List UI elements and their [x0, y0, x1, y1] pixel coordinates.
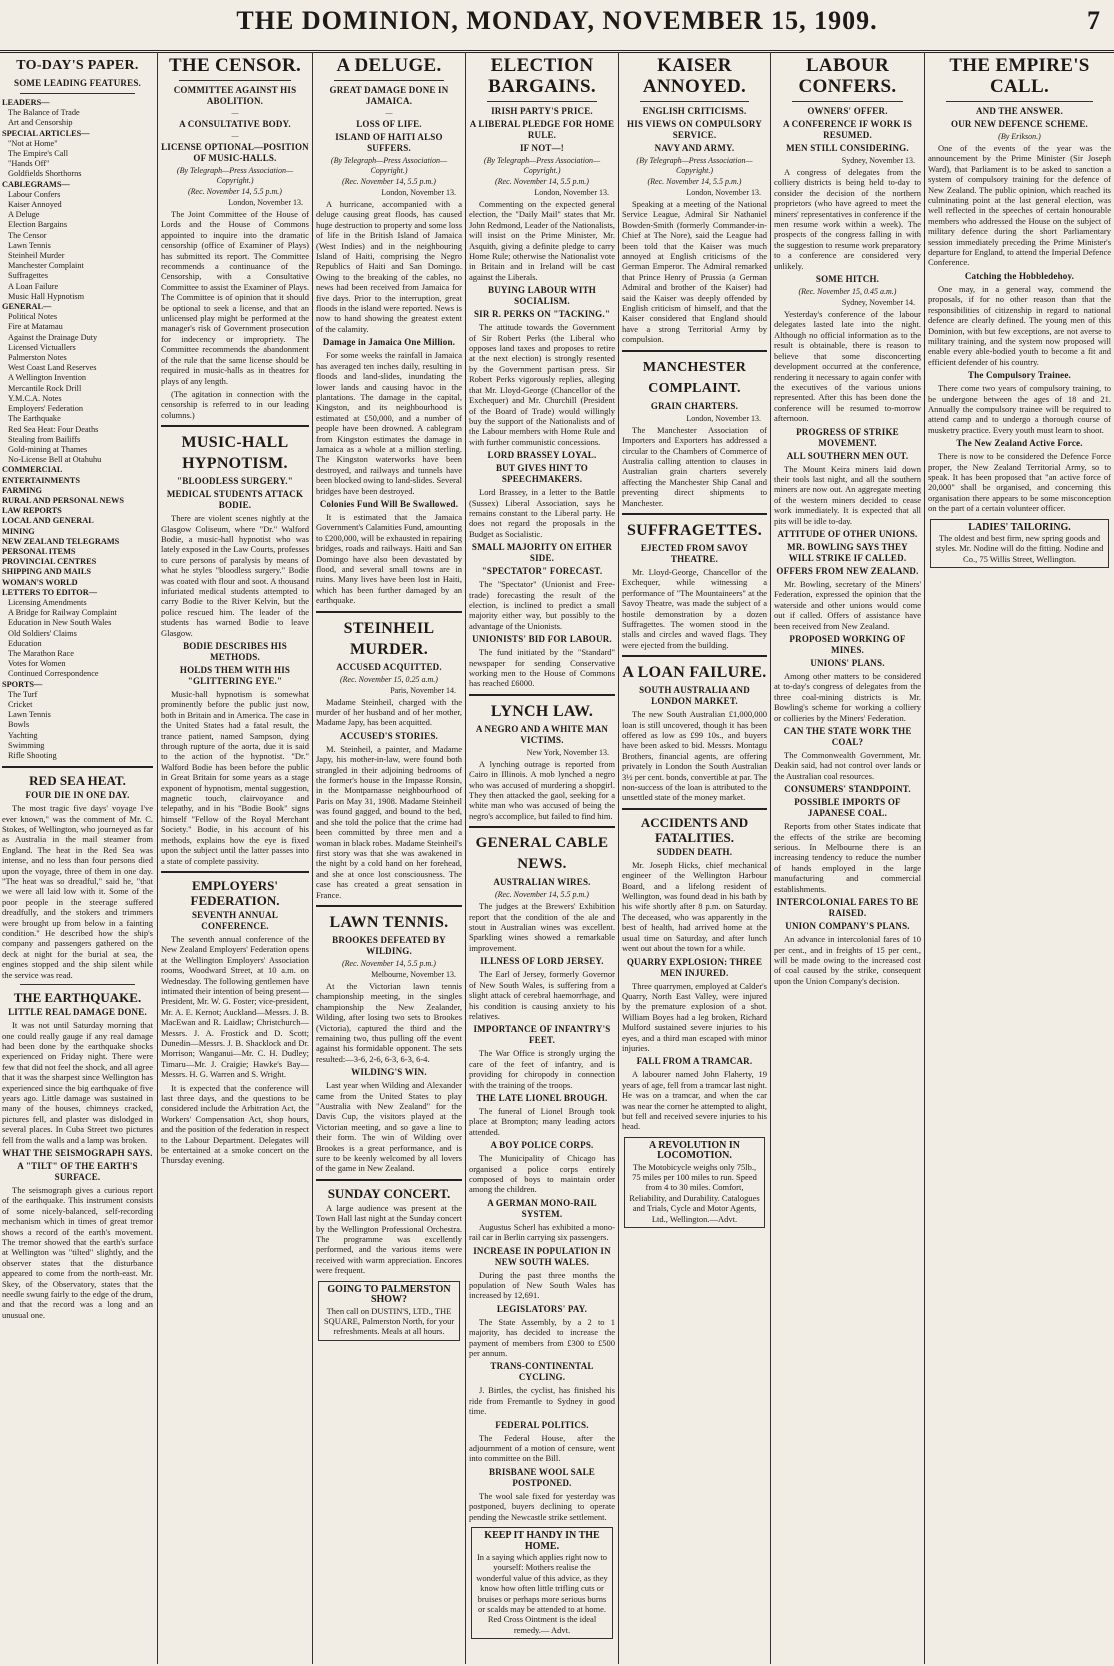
deluge-sub4: Damage in Jamaica One Million. — [322, 337, 456, 348]
index-entry: SPORTS— — [2, 679, 43, 689]
deluge-sub: GREAT DAMAGE DONE IN JAMAICA. — [329, 85, 449, 106]
manchester-sub: GRAIN CHARTERS. — [650, 400, 739, 411]
column-1 — [2, 52, 153, 1664]
election-place: London, November 13. — [534, 188, 609, 197]
deluge-dateline: (By Telegraph—Press Association—Copyright.) — [330, 156, 448, 175]
seismograph-heading: WHAT THE SEISMOGRAPH SAYS. — [2, 1147, 153, 1158]
seismograph-subheading: A "TILT" OF THE EARTH'S SURFACE. — [17, 1160, 138, 1182]
index-entry: Against the Drainage Duty — [8, 332, 98, 342]
index-entry: The Marathon Race — [8, 648, 74, 658]
loan-sub: SOUTH AUSTRALIA AND LONDON MARKET. — [639, 685, 750, 707]
index-entry: Education in New South Wales — [8, 618, 112, 628]
ad-body: In a saying which applies right now to yourself: Mothers realise the wonderful value of this advice, as they know how often little trifling cuts or bruises or perhaps more serious burns or scalds may be attended to at home. Red Cross Ointment is the ideal remedy.— Advt. — [476, 1551, 608, 1635]
index-entry: WOMAN'S WORLD — [2, 577, 78, 587]
index-entry: SPECIAL ARTICLES— — [2, 128, 90, 138]
column-rule — [924, 52, 925, 1664]
election-body: Commenting on the expected general election, the "Daily Mail" states that Mr. John Redmond, Leader of the Nationalists, will insist on the Prime Minister, Mr. Asquith, giving a definite pledge to carry Home Rule; otherwise the Nationalist vote in Britain and in Ireland will be cast against the Liberals. — [469, 199, 615, 282]
election-heading: ELECTION BARGAINS. — [488, 55, 596, 97]
labour-rec: (Rec. November 15, 0.45 a.m.) — [798, 287, 897, 297]
column-7 — [928, 52, 1111, 1664]
labour-sub5: PROGRESS OF STRIKE MOVEMENT. — [796, 426, 899, 448]
labour-sub4: SOME HITCH. — [815, 274, 880, 285]
kaiser-rec: (Rec. November 14, 5.5 p.m.) — [647, 177, 742, 186]
index-entry: Old Soldiers' Claims — [8, 628, 77, 638]
index-entry: No-License Bell at Otahuhu — [8, 455, 102, 465]
index-entry: Election Bargains — [8, 220, 68, 230]
tennis-body2: Last year when Wilding and Alexander came from the United States to play "Australia with New Zealand" for the Davis Cup, the visitors played at the Victorian meeting, and so gave a line to their form. The win of Wilding over Brookes is a great performance, and is sure to be keenly welcomed by all lovers of the game in New Zealand. — [316, 1080, 462, 1174]
index-entry: The Empire's Call — [8, 149, 69, 159]
tennis-rec: (Rec. November 14, 5.5 p.m.) — [342, 958, 436, 968]
cable-body: The judges at the Brewers' Exhibition report that the condition of the ale and stout in Australian wines was excellent. Sparkling wines showed a remarkable improvement. — [469, 901, 615, 953]
cable-body3: The War Office is strongly urging the care of the feet of infantry, and is providing for chiropody in connection with the training of the troops. — [469, 1048, 615, 1090]
censor-dateline: (By Telegraph—Press Association—Copyright.) — [176, 166, 294, 185]
election-sub7: BUT GIVES HINT TO SPEECHMAKERS. — [495, 463, 589, 485]
censor-sub: COMMITTEE AGAINST HIS ABOLITION. — [173, 85, 297, 106]
labour-sub11: UNIONS' PLANS. — [810, 658, 885, 668]
cable-sub10: FEDERAL POLITICS. — [495, 1419, 589, 1430]
red-sea-subheading: FOUR DIE IN ONE DAY. — [25, 790, 130, 801]
suffragettes-heading: SUFFRAGETTES. — [626, 521, 763, 539]
column-rule — [618, 52, 619, 1664]
ad-body: The Motobicycle weighs only 75lb., 75 miles per 100 miles to run. Speed from 4 to 30 miles. Comfort, Reliability, and Durability. Catalogues and Trials, Cycle and Motor Agents, Ltd., Wellington.—Advt. — [629, 1161, 760, 1224]
ad-body: Then call on DUSTIN'S, LTD., THE SQUARE, Palmerston North, for your refreshments. Meals at all hours. — [323, 1305, 455, 1337]
kaiser-sub2: HIS VIEWS ON COMPULSORY SERVICE. — [627, 119, 762, 140]
cable-sub7: INCREASE IN POPULATION IN NEW SOUTH WALES. — [473, 1245, 611, 1267]
index-entry: "Not at Home" — [8, 138, 58, 148]
labour-heading: LABOUR CONFERS. — [798, 55, 897, 97]
index-entry: Rifle Shooting — [8, 751, 57, 760]
suffragettes-body: Mr. Lloyd-George, Chancellor of the Exchequer, while witnessing a performance of "The Mountaineers" at the Savoy Theatre, was made the subject of a hostile demonstration by a dozen Suffragettes. The women stood in the stalls and circles and waved flags. They were ejected from the building. — [622, 566, 767, 650]
kaiser-sub3: NAVY AND ARMY. — [654, 143, 735, 153]
index-entry: West Coast Land Reserves — [8, 363, 97, 373]
hypnotism-body2: Music-hall hypnotism is somewhat prominently before the public just now, both in Britain and in America. The case in the United States had a fatal result, the trance patient, named Sampson, dying through rupture of the aorta, due it is said to the action of the hypnotist. "Dr." Walford Bodie has been before the public in Great Britain for some years as a stage exponent of hypnotism, mental suggestion, magnetic touch, clairvoyance and telepathy, and in his "Bodie Book" signs himself "Fellow of the Royal Merchant Society." Bodie, in his account of his methods, explains how the eye is fixed upon the subject until the latter passes into a state of complete passivity. — [161, 689, 309, 866]
labour-body: A congress of delegates from the colliery districts is being held to-day to consider the decision of the northern proprietors (who have agreed to meet the miners' representatives in conference if the men resume work within a week). The prospects of the congress falling in with the suggestion to resume work preparatory to a conference are considered very unlikely. — [774, 167, 921, 271]
column-2: THE CENSOR. COMMITTEE AGAINST HIS ABOLITION. — A CONSULTATIVE BODY. — LICENSE OPTIONAL—POSITION OF MUSIC-HALLS. (By Telegraph—Press Association—Copyright.) (Rec. November 14, 5.5 p.m.) London, November 13. The Joint Committee of the House of Lords and the House of Commons appointed to inquire into the dramatic censorship (office of Examiner of Plays) has submitted its report. The Committee recommends a continuance of the Censorship, with a Consultative Committee to assist the Examiner of Plays. The Committee is of opinion that it should be optional to seek a license, and that an unlicensed play might be performed at the manager's risk of Government prosecution for indecency or impropriety. The Committee recommends the abandonment of the rule that the same license should be required in music-halls as in theatres for plays of any length. (The agitation in connection with the censorship is referred to in our leading columns.) MUSIC-HALL HYPNOTISM. "BLOODLESS SURGERY." MEDICAL STUDENTS ATTACK BODIE. There are violent scenes nightly at the Glasgow Coliseum, where "Dr." Walford Bodie, a music-hall hypnotist who was lately exposed in the Law Courts, professes to cure persons of paralysis by means of what he styles "bloodless surgery." Bodie was coated with flour and soot. A thousand infuriated medical students attempted to carry Bodie to the River Kelvin, but the police rescued him. The leader of the students has warned Bodie to leave Glasgow. BODIE DESCRIBES HIS METHODS. HOLDS THEM WITH HIS "GLITTERING EYE." Music-hall hypnotism is somewhat prominently before the public just now, both in Britain and in America. The case in the United States had a fatal result, the trance patient, named Sampson, dying through rupture of the aorta, due it is said to the action of the hypnotist. "Dr." Walford Bodie has been before the public in Great Britain for some years as a stage exponent of hypnotism, mental suggestion, magnetic touch, clairvoyance and telepathy, and in his "Bodie Book" signs himself "Fellow of the Royal Merchant Society." Bodie, in his account of his methods, explains how the eye is fixed upon the subject until the latter passes into a state of complete passivity. EMPLOYERS' FEDERATION. SEVENTH ANNUAL CONFERENCE. The seventh annual conference of the New Zealand Employers' Federation opens at the Wellington Employers' Association rooms, Woodward Street, at 10 a.m. on Wednesday. The following gentlemen have intimated their intention of being present—President, Mr. W. G. Foster; vice-president, Mr. A. E. Kernot; Auckland—Messrs. J. B. MacEwan and R. Laidlaw; Christchurch—Messrs. J. A. Frostick and D. Scott; Dunedin—Messrs. J. B. Shacklock and Dr. Morrison; Wanganui—Mr. C. H. Dudley; Timaru—Mr. J. Craigie; Hawke's Bay—Messrs. H. G. Warren and S. Wright. It is expected that the conference will last three days, and the questions to be considered include the Arbitration Act, the Workers' Compensation Act, shop hours, and the position of the federation in respect to the Labour Department. Delegates will be entertained at a smoke concert on the Thursday evening. — [161, 55, 309, 1166]
cable-sub5: A BOY POLICE CORPS. — [490, 1140, 594, 1151]
labour-sub: OWNERS' OFFER. — [807, 106, 888, 116]
election-body3: Lord Brassey, in a letter to the Battle (Sussex) Liberal Association, says he remains constant to the Liberal party. He does not regard the proposals in the Budget as Socialistic. — [469, 487, 615, 539]
index-entry: Kaiser Annoyed — [8, 200, 62, 210]
index-entry: A Deluge — [8, 210, 40, 220]
accidents-sub: SUDDEN DEATH. — [656, 846, 733, 857]
cable-body11: The wool sale fixed for yesterday was postponed, buyers declining to operate pending the Newcastle strike settlement. — [469, 1490, 615, 1522]
ad-heading: KEEP IT HANDY IN THE HOME. — [484, 1530, 600, 1552]
index-entry: Lawn Tennis — [8, 710, 51, 720]
deluge-sub5: Colonies Fund Will Be Swallowed. — [319, 498, 459, 509]
cable-sub3: IMPORTANCE OF INFANTRY'S FEET. — [473, 1024, 611, 1046]
election-dateline: (By Telegraph—Press Association—Copyright.) — [483, 156, 601, 175]
election-sub6: LORD BRASSEY LOYAL. — [487, 450, 597, 461]
election-sub4: BUYING LABOUR WITH SOCIALISM. — [488, 285, 596, 307]
index-entry: LOCAL AND GENERAL — [2, 516, 94, 526]
deluge-place: London, November 13. — [381, 188, 456, 197]
labour-body7: Reports from other States indicate that the effects of the strike are becoming serious. In Melbourne there is an increasing tendency to reduce the number of hands employed in the large manufacturing and commercial establishments. — [774, 821, 921, 894]
labour-sub15: INTERCOLONIAL FARES TO BE RAISED. — [776, 897, 919, 919]
steinheil-sub: ACCUSED ACQUITTED. — [336, 661, 442, 672]
index-entry: Suffragettes — [8, 271, 48, 281]
censor-place: London, November 13. — [228, 198, 303, 207]
empire-heading: THE EMPIRE'S CALL. — [949, 55, 1090, 97]
labour-sub9: OFFERS FROM NEW ZEALAND. — [776, 565, 919, 576]
index-entry: COMMERCIAL — [2, 465, 63, 475]
tennis-heading: LAWN TENNIS. — [329, 913, 449, 931]
manchester-heading: MANCHESTER COMPLAINT. — [642, 359, 747, 396]
concert-heading: SUNDAY CONCERT. — [327, 1185, 451, 1201]
index-entry: NEW ZEALAND TELEGRAMS — [2, 536, 120, 546]
kaiser-heading: KAISER ANNOYED. — [642, 55, 747, 97]
manchester-place: London, November 13. — [686, 413, 761, 423]
steinheil-rec: (Rec. November 15, 0.25 a.m.) — [340, 674, 438, 684]
employers-sub: SEVENTH ANNUAL CONFERENCE. — [191, 909, 279, 931]
tennis-body: At the Victorian lawn tennis championship meeting, in the singles championship the New Zealander, Wilding, after losing two sets to Brookes (Victoria), captured the third and the remaining two, thus pulling off the event against his formidable opponent. The sets resulted:—3-6, 2-6, 6-3, 6-3, 6-4. — [316, 980, 462, 1064]
censor-sub3: LICENSE OPTIONAL—POSITION OF MUSIC-HALLS. — [161, 142, 309, 163]
lynch-sub: A NEGRO AND A WHITE MAN VICTIMS. — [475, 723, 609, 745]
hypnotism-sub: "BLOODLESS SURGERY." — [177, 476, 293, 487]
empire-sub: AND THE ANSWER. — [975, 106, 1064, 116]
accidents-heading: ACCIDENTS AND FATALITIES. — [640, 814, 749, 845]
index-entry: A Bridge for Railway Complaint — [8, 608, 117, 618]
index-entry: Manchester Complaint — [8, 261, 84, 271]
masthead — [0, 0, 1114, 53]
index-entry: Labour Confers — [8, 189, 61, 199]
index-entry: PROVINCIAL CENTRES — [2, 557, 97, 567]
censor-heading: THE CENSOR. — [168, 55, 302, 76]
red-sea-body: The most tragic five days' voyage I've ever known," was the comment of Mr. C. Stokes, of Wellington, who journeyed as far as Australia in the mail steamer from England. The heat in the Red Sea was intense, and no less than four persons died upon the voyage, three of them in one day. "The heat was so dreadful," said he, "that we were all laid low with it. Some of the poor people in the steerage suffered dreadfully, and the stokers and trimmers were brought up from below in a fainting condition." He described how the ship's company and passengers gathered on the deck at night for the burial at sea, the engines stopped and the ship silent while the service was read. — [2, 803, 153, 980]
labour-sub14: POSSIBLE IMPORTS OF JAPANESE COAL. — [794, 797, 901, 819]
index-entry: Votes for Women — [8, 659, 66, 669]
index-entry: Licensing Amendments — [8, 597, 87, 607]
index-entry: Gold-mining at Thames — [8, 444, 88, 454]
column-4 — [469, 52, 615, 1664]
cable-rec: (Rec. November 14, 5.5 p.m.) — [495, 890, 589, 900]
index-entry: CABLEGRAMS— — [2, 179, 70, 189]
cable-body10: The Federal House, after the adjournment of a motion of censure, went into committee on the Bill. — [469, 1432, 615, 1464]
column-6 — [774, 52, 921, 1664]
index-entry: Goldfields Shorthorns — [8, 169, 82, 179]
cable-body2: The Earl of Jersey, formerly Governor of New South Wales, is suffering from a slight attack of cerebral haemorrhage, and his condition is causing anxiety to his relatives. — [469, 969, 615, 1021]
index-entry: SHIPPING AND MAILS — [2, 567, 91, 577]
cable-sub4: THE LATE LIONEL BROUGH. — [476, 1092, 608, 1103]
employers-body2: It is expected that the conference will last three days, and the questions to be considered include the Arbitration Act, the Workers' Compensation Act, shop hours, and the position of the federation in respect to the Labour Department. Delegates will be entertained at a smoke concert on the Thursday evening. — [161, 1082, 309, 1166]
hypnotism-body: There are violent scenes nightly at the Glasgow Coliseum, where "Dr." Walford Bodie, a music-hall hypnotist who was lately exposed in the Law Courts, professes to cure persons of paralysis by means of what he styles "bloodless surgery." Bodie was coated with flour and soot. A thousand infuriated medical students attempted to carry Bodie to the River Kelvin, but the police rescued him. The leader of the students has warned Bodie to leave Glasgow. — [161, 513, 309, 638]
empire-sub2: OUR NEW DEFENCE SCHEME. — [951, 119, 1088, 129]
index-entry: LEADERS— — [2, 98, 50, 107]
index-entry: PERSONAL ITEMS — [2, 546, 76, 556]
deluge-body3: It is estimated that the Jamaica Government's Calamities Fund, amounting to £200,000, will be exhausted in repairing bridges, roads and railways. Haiti and San Domingo have also been devastated by flood, and several small towns are in ruins. Many lives have been lost in Haiti, which has been further damaged by an earthquake. — [316, 511, 462, 606]
censor-note: (The agitation in connection with the censorship is referred to in our leading columns.) — [161, 388, 309, 420]
loan-body: The new South Australian £1,000,000 loan is still uncovered, though it has been offered as low as £99 10s., and buyers have been asked to bid. Messrs. Montagu Brothers, financial agents, are offering privately in London the South Australian 3½ per cent. bonds, convertible at par. The non-success of the loan is attributed to the unsettled state of the money market. — [622, 709, 767, 803]
cable-body8: The State Assembly, by a 2 to 1 majority, has decided to increase the payment of members from £300 to £500 per annum. — [469, 1316, 615, 1359]
employers-body: The seventh annual conference of the New Zealand Employers' Federation opens at the Wellington Employers' Association rooms, Woodward Street, at 10 a.m. on Wednesday. The following gentlemen have intimated their intention of being present—President, Mr. W. G. Foster; vice-president, Mr. A. E. Kernot; Auckland—Messrs. J. B. MacEwan and R. Laidlaw; Christchurch—Messrs. J. A. Frostick and D. Scott; Dunedin—Messrs. J. B. Shacklock and Dr. Morrison; Wanganui—Mr. C. H. Dudley; Timaru—Mr. J. Craigie; Hawke's Bay—Messrs. H. G. Warren and S. Wright. — [161, 933, 309, 1080]
steinheil-body: Madame Steinheil, charged with the murder of her husband and of her mother, Madame Japy, has been acquitted. — [316, 696, 462, 728]
censor-rec: (Rec. November 14, 5.5 p.m.) — [188, 187, 282, 196]
labour-sub16: UNION COMPANY'S PLANS. — [785, 921, 910, 932]
index-entry: Licensed Victuallers — [8, 342, 76, 352]
cable-sub8: LEGISLATORS' PAY. — [496, 1303, 588, 1314]
lynch-body: A lynching outrage is reported from Cairo in Illinois. A mob lynched a negro who was accused of murdering a shopgirl. They then attacked the gaol, seeking for a white man who was accused of being the negro's accomplice, but failed to find him. — [469, 758, 615, 821]
cable-body7: During the past three months the population of New South Wales has increased by 12,691. — [469, 1269, 615, 1301]
labour-sub8: MR. BOWLING SAYS THEY WILL STRIKE IF CALLED. — [787, 541, 908, 563]
index-entry: The Censor — [8, 230, 47, 240]
manchester-body: The Manchester Association of Importers and Exporters has addressed a circular to the Chambers of Commerce of Australia calling attention to clauses in Australian grain charters severely affecting the Manchester Ship Canal and preventing direct shipments to Manchester. — [622, 424, 767, 508]
cable-body9: J. Birtles, the cyclist, has finished his ride from Fremantle to Sydney in good time. — [469, 1385, 615, 1417]
steinheil-heading: STEINHEIL MURDER. — [343, 619, 435, 658]
empire-body4: There is now to be considered the Defence Force proper, the New Zealand Territorial Army, so to speak. It has been proposed that "an active force of 20,000" shall be organised, and concerning this organisation there appears to be some misconception on the part of a certain volunteer officer. — [928, 451, 1111, 514]
tennis-place: Melbourne, November 13. — [371, 969, 456, 979]
labour-body3: The Mount Keira miners laid down their tools last night, and all the southern miners are now out. An aggregate meeting of the western miners decided to cease work immediately. It is expected that all pits will be idle to-day. — [774, 463, 921, 526]
election-rec: (Rec. November 14, 5.5 p.m.) — [495, 177, 589, 186]
cable-sub9: TRANS-CONTINENTAL CYCLING. — [490, 1361, 594, 1383]
index-entry: Continued Correspondence — [8, 669, 99, 679]
empire-sub5: The New Zealand Active Force. — [956, 438, 1083, 449]
index-entry: FARMING — [2, 485, 42, 495]
seismograph-body: The seismograph gives a curious report of the earthquake. This instrument consists of some nicely-balanced, self-recording mechanism which in times of great tremor shows a record of the earth's movement. The tremor showed that the earth's surface at Wellington was "tilted" slightly, and the observer states that the disturbance appeared to come from the north-east. Mr. Skey, of the Observatory, states that the needle swung fairly to the edge of the drum, and that the record was a long and an unusual one. — [2, 1184, 153, 1320]
masthead-title: THE DOMINION, MONDAY, NOVEMBER 15, 1909. — [236, 6, 878, 35]
election-sub: IRISH PARTY'S PRICE. — [491, 106, 593, 116]
concert-body: A large audience was present at the Town Hall last night at the Sunday concert by the Wellington Professional Orchestra. The programme was excellently performed, and the various items were received with warm appreciation. Encores were frequent. — [316, 1202, 462, 1276]
labour-place: Sydney, November 13. — [841, 156, 915, 165]
labour-sub6: ALL SOUTHERN MEN OUT. — [786, 450, 909, 461]
hypnotism-sub2: MEDICAL STUDENTS ATTACK BODIE. — [166, 489, 304, 511]
index-entry: The Earthquake — [8, 414, 61, 424]
labour-body8: An advance in intercolonial fares of 10 per cent., and in freights of 15 per cent., will be made owing to the increased cost of coal caused by the strike, consequent upon the Union Company's decision. — [774, 934, 921, 986]
ad-body: The oldest and best firm, new spring goods and styles. Mr. Nodine will do the fitting. Nodine and Co., 75 Willis Street, Wellington. — [935, 533, 1104, 564]
ad-heading: LADIES' TAILORING. — [968, 521, 1071, 533]
index-entry: Yachting — [8, 730, 38, 740]
index-entry: Y.M.C.A. Notes — [8, 393, 62, 403]
accidents-body: Mr. Joseph Hicks, chief mechanical engineer of the Wellington Harbour Board, and a lifelong resident of Wellington, was found dead in his bath by his wife shortly after 8 p.m. on Saturday. The deceased, who was apparently in the best of health, had arrived home at the usual time on Saturday, and after lunch went out about the town for a while. — [622, 859, 767, 954]
page-number: 7 — [1087, 6, 1100, 35]
index-entry: Red Sea Heat: Four Deaths — [8, 424, 99, 434]
todays-paper-heading: TO-DAY'S PAPER. — [16, 58, 139, 73]
column-rule — [157, 52, 158, 1664]
advertisement — [930, 519, 1109, 569]
deluge-heading: A DELUGE. — [336, 55, 442, 76]
loan-heading: A LOAN FAILURE. — [622, 664, 767, 682]
cable-heading: GENERAL CABLE NEWS. — [475, 835, 609, 873]
column-3: A DELUGE. GREAT DAMAGE DONE IN JAMAICA. — LOSS OF LIFE. ISLAND OF HAITI ALSO SUFFERS. (By Telegraph—Press Association—Copyright.) (Rec. November 14, 5.5 p.m.) London, November 13. A hurricane, accompanied with a deluge causing great floods, has caused huge destruction to property and some loss of life in the British Island of Jamaica (West Indies) and in the neighbouring Island of Haiti, comprising the Negro Republics of Haiti and San Domingo. Owing to the breaking of the cables, no news had been received from Jamaica for five days. Prior to the interruption, great floods in the island were reported. News is now to hand showing the greatest extent of the calamity. Damage in Jamaica One Million. For some weeks the rainfall in Jamaica has averaged ten inches daily, resulting in floods and land-slides, inundating the lower lands and causing havoc in the plantations. The damage in the capital, Kingston, and its neighbourhood is estimated at £50,000, and a number of people have been drowned. A cablegram from Kingston estimates the damage in Jamaica as a whole at a million sterling. The Kingston waterworks have been destroyed, and railways and tunnels have been blocked owing to land-slides. Several bridges have been destroyed. Colonies Fund Will Be Swallowed. It is estimated that the Jamaica Government's Calamities Fund, amounting to £200,000, will be exhausted in repairing bridges, roads and railways. Haiti and San Domingo have also been devastated by flood, and several small towns are in ruins. Many lives have been lost in Haiti, which has been further damaged by an earthquake. STEINHEIL MURDER. ACCUSED ACQUITTED. (Rec. November 15, 0.25 a.m.) Paris, November 14. Madame Steinheil, charged with the murder of her husband and of her mother, Madame Japy, has been acquitted. ACCUSED'S STORIES. M. Steinheil, a painter, and Madame Japy, his mother-in-law, were found both strangled in their adjoining bedrooms of the former's house in the Impasse Ronsin, in the Montparnasse neighbourhood of Paris on May 31, 1908. Madame Steinheil was found gagged, and bound to the bed, and she told the police that the crime had been committed by three men and a woman in black robes. Madame Steinheil's first story was that she was awakened in the night by a cold hand on her forehead, and she at once lost consciousness. The case has created a great sensation in France. LAWN TENNIS. BROOKES DEFEATED BY WILDING. (Rec. November 14, 5.5 p.m.) Melbourne, November 13. At the Victorian lawn tennis championship meeting, in the singles championship the New Zealander, Wilding, after losing two sets to Brookes (Victoria), captured the third and the remaining two, thus pulling off the event against his formidable opponent. The sets resulted:—3-6, 2-6, 6-3, 6-3, 6-4. WILDING'S WIN. Last year when Wilding and Alexander came from the United States to play "Australia with New Zealand" for the Davis Cup, the visitors played at the Victorian meeting, and so gave a line to their form. The win of Wilding over Brookes is a great performance, and is sure to be keenly welcomed by all lovers of the game in New Zealand. SUNDAY CONCERT. A large audience was present at the Town Hall last night at the Sunday concert by the Wellington Professional Orchestra. The programme was excellently performed, and the various items were received with warm appreciation. Encores were frequent. GOING TO PALMERSTON SHOW? Then call on DUSTIN'S, LTD., THE SQUARE, Palmerston North, for your refreshments. Meals at all hours. — [316, 52, 462, 1664]
empire-body: One of the events of the year was the announcement by the Prime Minister (Sir Joseph Ward), that Parliament is to be asked to sanction a system of compulsory training for the defence of New Zealand. The public opinion, which reached its culminating point at the last general election, was well reflected in the speeches of certain honourable members who addressed the House on the subject of military defence during the short Parliamentary session immediately preceding the Prime Minister's departure for England, to attend the Imperial Defence Conference. — [928, 143, 1111, 268]
election-body5: The fund initiated by the "Standard" newspaper for sending Conservative working men to the House of Commons has reached £6000. — [469, 647, 615, 689]
empire-body2: One may, in a general way, commend the proposals, if for no other reason than that the responsibilities of citizenship in regard to national defence are clearly defined. The young men of this Dominion, with but few exceptions, are not averse to military training, and the system now proposed will enable every able-bodied youth to become a fit and efficient defender of his country. — [928, 283, 1111, 367]
index-entry: Steinheil Murder — [8, 251, 65, 261]
cable-body4: The funeral of Lionel Brough took place at Brompton; many leading actors attended. — [469, 1105, 615, 1137]
column-rule — [312, 52, 313, 1664]
lynch-place: New York, November 13. — [526, 747, 609, 757]
deluge-body2: For some weeks the rainfall in Jamaica has averaged ten inches daily, resulting in floods and land-slides, inundating the lower lands and causing havoc in the plantations. The damage in the capital, Kingston, and its neighbourhood is estimated at £50,000, and a number of people have been drowned. A cablegram from Kingston estimates the damage in Jamaica as a whole at a million sterling. The Kingston waterworks have been destroyed, and railways and tunnels have been blocked owing to land-slides. Several bridges have been destroyed. — [316, 350, 462, 496]
labour-sub13: CONSUMERS' STANDPOINT. — [784, 784, 911, 795]
cable-body5: The Municipality of Chicago has organised a police corps entirely composed of boys to maintain order among the children. — [469, 1153, 615, 1195]
index-entry: GENERAL— — [2, 302, 52, 312]
index-entry: Bowls — [8, 720, 30, 730]
cable-sub: AUSTRALIAN WIRES. — [493, 877, 591, 888]
index-entry: A Loan Failure — [8, 281, 59, 291]
todays-paper-subheading: SOME LEADING FEATURES. — [13, 78, 141, 88]
advertisement — [471, 1527, 613, 1639]
tennis-sub2: WILDING'S WIN. — [351, 1067, 427, 1078]
labour-body5: Among other matters to be considered at to-day's congress of delegates from the three coal-mining districts is Mr. Bowling's scheme for working a colliery or collieries by the Miners' Federation. — [774, 671, 921, 723]
index-entry: Palmerston Notes — [8, 353, 67, 363]
censor-body: The Joint Committee of the House of Lords and the House of Commons appointed to inquire into the dramatic censorship (office of Examiner of Plays) has submitted its report. The Committee recommends a continuance of the Censorship, with a Consultative Committee to assist the Examiner of Plays. The Committee is of opinion that it should be optional to seek a license, and that an unlicensed play might be performed at the manager's risk of Government prosecution for indecency or impropriety. The Committee recommends the abandonment of the rule that the same license should be required in music-halls as in theatres for plays of any length. — [161, 209, 309, 386]
labour-sub3: MEN STILL CONSIDERING. — [786, 143, 909, 153]
deluge-sub3: ISLAND OF HAITI ALSO SUFFERS. — [335, 132, 443, 153]
index-entry: Fire at Matamau — [8, 322, 63, 332]
deluge-sub2: LOSS OF LIFE. — [356, 119, 422, 129]
earthquake-heading: THE EARTHQUAKE. — [13, 990, 142, 1006]
index-entry: Swimming — [8, 740, 45, 750]
index-entry: Art and Censorship — [8, 118, 73, 128]
column-rule — [770, 52, 771, 1664]
ad-heading: A REVOLUTION IN LOCOMOTION. — [649, 1139, 740, 1162]
earthquake-subheading: LITTLE REAL DAMAGE DONE. — [8, 1007, 147, 1018]
index-entry: Employers' Federation — [8, 404, 83, 414]
kaiser-body: Speaking at a meeting of the National Service League, Admiral Sir Nathaniel Bowden-Smith (formerly Commander-in-Chief at The Nore), said the League had been told that the Kaiser was much annoyed at English criticisms of the German Emperor. The Admiral remarked that Prince Henry of Prussia (a German Admiral and brother of the Kaiser) had said the Kaiser was deeply offended by English criticism of himself, and that the Kaiser considered that England should have a strong Territorial Army by compulsion. — [622, 199, 767, 345]
lynch-heading: LYNCH LAW. — [490, 702, 594, 720]
index-entry: LAW REPORTS — [2, 506, 62, 516]
labour-place2: Sydney, November 14. — [841, 298, 915, 308]
labour-body2: Yesterday's conference of the labour delegates lasted late into the night. Although no official information as to the result is obtainable, there is reason to believe that some disconcerting development occurred at the conference, rendering it necessary to again confer with the executives of the various unions represented. After this has been done the conference will be resumed to-morrow afternoon. — [774, 309, 921, 424]
steinheil-sub2: ACCUSED'S STORIES. — [340, 730, 438, 741]
employers-heading: EMPLOYERS' FEDERATION. — [190, 877, 280, 908]
index-entry: The Turf — [8, 689, 38, 699]
labour-body4: Mr. Bowling, secretary of the Miners' Federation, expressed the opinion that the waterside and other unions would come out if called. Offers of assistance have been received from New Zealand. — [774, 578, 921, 631]
election-body4: The "Spectator" (Unionist and Free-trade) forecasting the result of the election, is inclined to predict a small majority either way, but possibly to the advantage of the Unionists. — [469, 579, 615, 631]
index-entry: MINING — [2, 526, 35, 536]
empire-body3: There come two years of compulsory training, to be undergone between the ages of 18 and 21. Annually the compulsory trainee will be required to attend camp and to undergo a thorough course of musketry practice. Every youth must learn to shoot. — [928, 383, 1111, 435]
labour-sub2: A CONFERENCE IF WORK IS RESUMED. — [782, 119, 913, 140]
accidents-sub2: QUARRY EXPLOSION: THREE MEN INJURED. — [626, 956, 763, 978]
index-entry: RURAL AND PERSONAL NEWS — [2, 495, 124, 505]
index-entry: Stealing from Bailiffs — [8, 434, 81, 444]
index-entry: Lawn Tennis — [8, 240, 51, 250]
cable-body6: Augustus Scherl has exhibited a mono-rail car in Berlin carrying six passengers. — [469, 1221, 615, 1243]
empire-sub4: The Compulsory Trainee. — [967, 370, 1072, 381]
index-entry: LETTERS TO EDITOR— — [2, 587, 97, 597]
index-entry: "Hands Off" — [8, 159, 50, 169]
earthquake-body: It was not until Saturday morning that one could really gauge if any real damage had been done by the earthquake shocks experienced on Friday night. There were few that did not feel the shock, and all agree that it was the sharpest since Wellington has experienced since the big earthquake of five years ago. Little damage was sustained in many of the houses, chimneys cracked, pictures fell, and plaster was dislodged in several places. In Cuba Street two pictures fell from the walls and a lamp was broken. — [2, 1020, 153, 1145]
steinheil-place: Paris, November 14. — [390, 685, 456, 695]
kaiser-place: London, November 13. — [686, 188, 761, 197]
election-sub10: UNIONISTS' BID FOR LABOUR. — [472, 634, 612, 645]
censor-sub2: A CONSULTATIVE BODY. — [179, 119, 291, 129]
ad-heading: GOING TO PALMERSTON SHOW? — [327, 1283, 451, 1306]
empire-sub3: Catching the Hobbledehoy. — [964, 270, 1075, 281]
index-entry: The Balance of Trade — [8, 108, 80, 118]
steinheil-body2: M. Steinheil, a painter, and Madame Japy, his mother-in-law, were found both strangled in their adjoining bedrooms of the former's house in the Impasse Ronsin, in the Montparnasse neighbourhood of Paris on May 31, 1908. Madame Steinheil was found gagged, and bound to the bed, and she told the police that the crime had been committed by three men and a woman in black robes. Madame Steinheil's first story was that she was awakened in the night by a cold hand on her forehead, and she at once lost consciousness. The case has created a great sensation in France. — [316, 743, 462, 900]
column-5 — [622, 52, 767, 1664]
labour-sub10: PROPOSED WORKING OF MINES. — [789, 634, 906, 655]
index-entry: Political Notes — [8, 312, 58, 322]
accidents-body2: Three quarrymen, employed at Calder's Quarry, North East Valley, were injured by the premature explosion of a shot. William Boyes had a leg broken, Richard Mulford sustained severe injuries to his eyes, and a third man escaped with minor injuries. — [622, 980, 767, 1053]
hypnotism-heading: MUSIC-HALL HYPNOTISM. — [181, 434, 289, 473]
empire-byline: (By Erikson.) — [998, 132, 1041, 141]
index-entry: Music Hall Hypnotism — [8, 291, 85, 301]
index-entry: ENTERTAINMENTS — [2, 475, 80, 485]
advertisement — [624, 1137, 765, 1228]
tennis-sub: BROOKES DEFEATED BY WILDING. — [332, 934, 446, 956]
labour-body6: The Commonwealth Government, Mr. Deakin said, had not control over lands or the Australian coal resources. — [774, 750, 921, 781]
election-sub2: A LIBERAL PLEDGE FOR HOME RULE. — [469, 119, 615, 140]
accidents-body3: A labourer named John Flaherty, 19 years of age, fell from a tramcar last night. He was on a tramcar, and when the car was near the corner he attempted to alight, but fell and received severe injuries to his head. — [622, 1069, 767, 1132]
column-rule — [465, 52, 466, 1664]
cable-sub11: BRISBANE WOOL SALE POSTPONED. — [489, 1466, 595, 1488]
index-entry: A Wellington Invention — [8, 373, 86, 383]
election-sub8: SMALL MAJORITY ON EITHER SIDE. — [471, 542, 613, 564]
cable-sub6: A GERMAN MONO-RAIL SYSTEM. — [487, 1197, 597, 1219]
labour-sub12: CAN THE STATE WORK THE COAL? — [783, 726, 912, 748]
index-entry: Education — [8, 638, 42, 648]
cable-sub2: ILLNESS OF LORD JERSEY. — [480, 956, 604, 967]
suffragettes-sub: EJECTED FROM SAVOY THEATRE. — [640, 542, 749, 564]
deluge-body: A hurricane, accompanied with a deluge causing great floods, has caused huge destruction to property and some loss of life in the British Island of Jamaica (West Indies) and in the neighbouring Island of Haiti, comprising the Negro Republics of Haiti and San Domingo. Owing to the breaking of the cables, no news had been received from Jamaica for five days. Prior to the interruption, great floods in the island were reported. News is now to hand showing the greatest extent of the calamity. — [316, 199, 462, 334]
hypnotism-sub4: HOLDS THEM WITH HIS "GLITTERING EYE." — [179, 665, 291, 686]
election-sub3: IF NOT—! — [519, 143, 565, 153]
deluge-rec: (Rec. November 14, 5.5 p.m.) — [342, 177, 436, 186]
election-body2: The attitude towards the Government of Sir Robert Perks (the Liberal who opposes land taxes and proposes to retire at the next election) is strongly resented by the Government partisan press. Sir Robert Perks vigorously replies, alleging that Mr. Lloyd-George (Chancellor of the Exchequer) and Mr. Churchill (President of the Board of Trade) would willingly buy the support of the Nationalists and of the Labour members with Home Rule and with further communistic concessions. — [469, 322, 615, 447]
index-entry: Mercantile Rock Drill — [8, 383, 82, 393]
index-entry: Cricket — [8, 699, 33, 709]
red-sea-heading: RED SEA HEAT. — [29, 773, 126, 789]
kaiser-dateline: (By Telegraph—Press Association—Copyright.) — [636, 156, 753, 175]
accidents-sub3: FALL FROM A TRAMCAR. — [636, 1056, 753, 1067]
advertisement — [318, 1281, 460, 1341]
feature-index — [2, 98, 153, 761]
election-sub9: "SPECTATOR" FORECAST. — [481, 566, 603, 577]
labour-sub7: ATTITUDE OF OTHER UNIONS. — [777, 528, 918, 539]
kaiser-sub: ENGLISH CRITICISMS. — [642, 106, 747, 116]
hypnotism-sub3: BODIE DESCRIBES HIS METHODS. — [183, 641, 287, 662]
election-sub5: SIR R. PERKS ON "TACKING." — [473, 309, 611, 320]
